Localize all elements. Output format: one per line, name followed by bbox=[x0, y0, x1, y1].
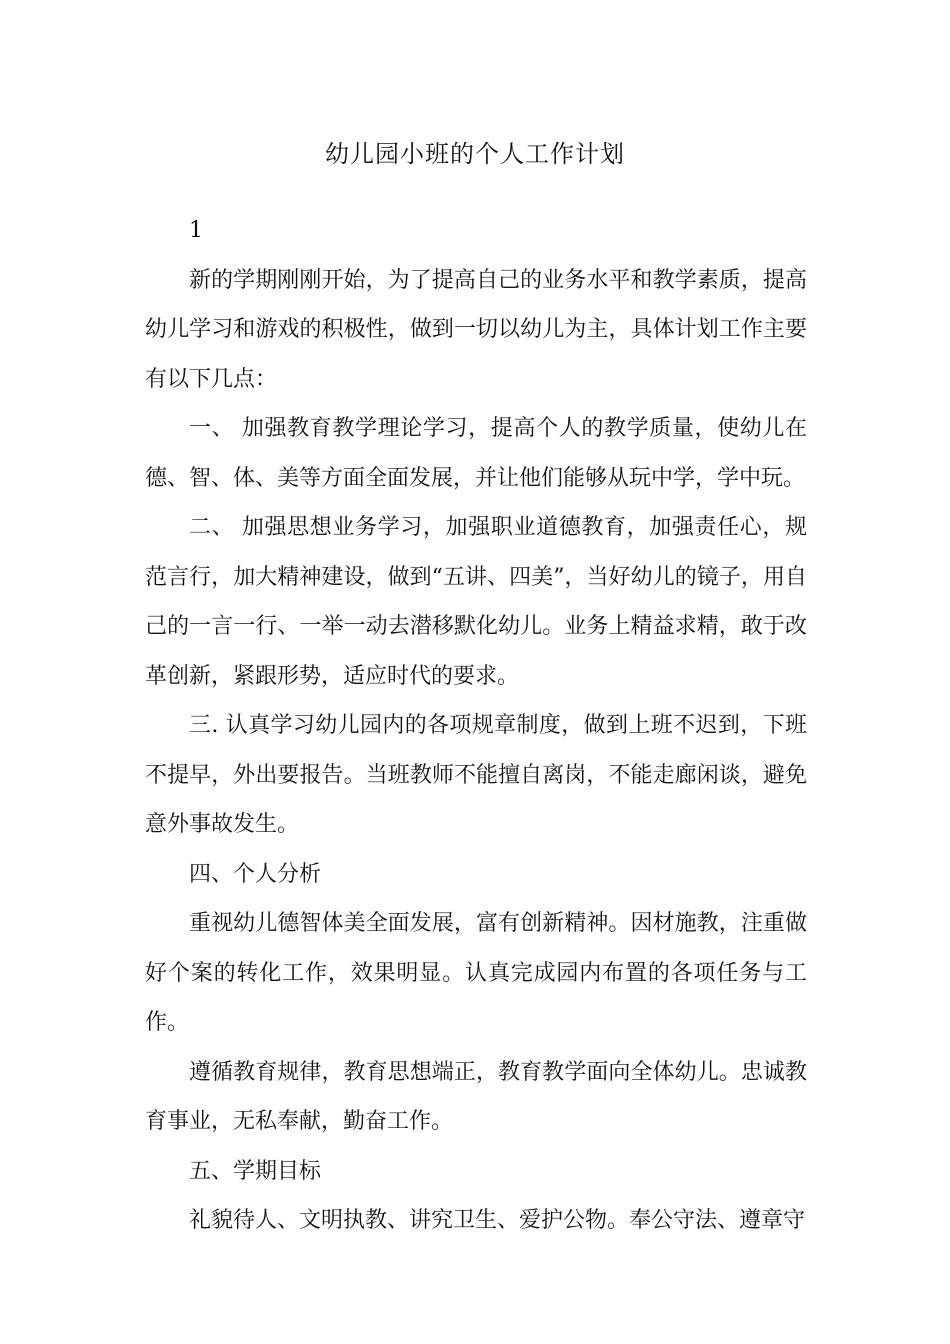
paragraph-analysis-2: 遵循教育规律，教育思想端正，教育教学面向全体幼儿。忠诚教育事业，无私奉献，勤奋工作。 bbox=[145, 1059, 807, 1134]
section-heading-personal-analysis: 四、个人分析 bbox=[189, 861, 322, 887]
paragraph-goals: 礼貌待人、文明执教、讲究卫生、爱护公物。奉公守法、遵章守 bbox=[189, 1208, 806, 1233]
paragraph-item-2: 二、 加强思想业务学习，加强职业道德教育，加强责任心，规范言行，加大精神建设，做到“五讲、四美”，当好幼儿的镜子，用自己的一言一行、一举一动去潜移默化幼儿。业务上精益求精，敢于改革创新，紧跟形势，适应时代的要求。 bbox=[145, 515, 807, 689]
paragraph-intro: 新的学期刚刚开始，为了提高自己的业务水平和教学素质，提高幼儿学习和游戏的积极性，做到一切以幼儿为主，具体计划工作主要有以下几点： bbox=[145, 267, 807, 392]
section-heading-semester-goals: 五、学期目标 bbox=[189, 1158, 322, 1184]
document-title: 幼儿园小班的个人工作计划 bbox=[325, 140, 625, 168]
paragraph-item-3: 三. 认真学习幼儿园内的各项规章制度，做到上班不迟到，下班不提早，外出要报告。当班教师不能擅自离岗，不能走廊闲谈，避免意外事故发生。 bbox=[145, 713, 807, 837]
paragraph-number: 1 bbox=[189, 218, 203, 243]
document-body bbox=[145, 206, 807, 1246]
paragraph-analysis-1: 重视幼儿德智体美全面发展，富有创新精神。因材施教，注重做好个案的转化工作，效果明显。认真完成园内布置的各项任务与工作。 bbox=[145, 911, 807, 1035]
paragraph-item-1: 一、 加强教育教学理论学习，提高个人的教学质量，使幼儿在德、智、体、美等方面全面发展，并让他们能够从玩中学，学中玩。 bbox=[145, 416, 807, 491]
